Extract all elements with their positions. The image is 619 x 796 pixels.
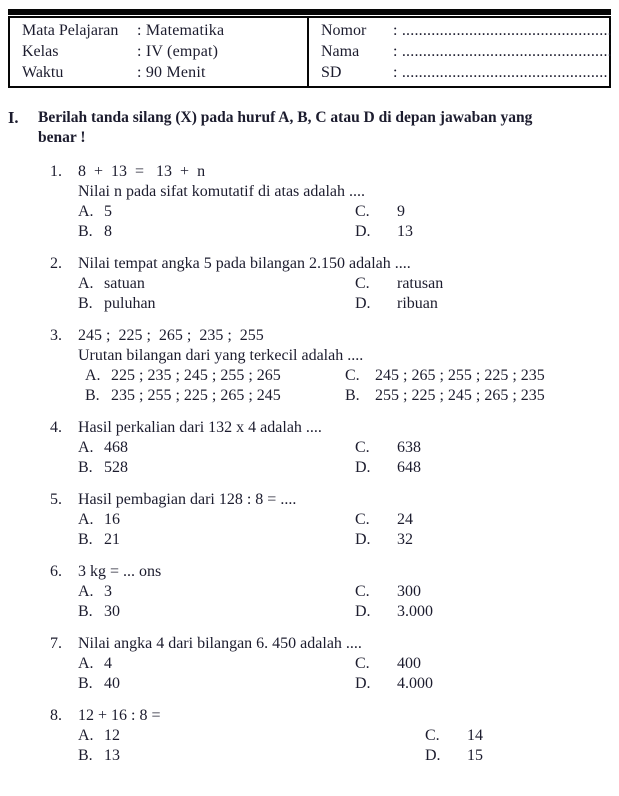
answer-option xyxy=(355,602,433,622)
question-number: 2. xyxy=(50,255,62,272)
answer-option xyxy=(78,274,355,294)
option-text: 235 ; 255 ; 225 ; 265 ; 245 xyxy=(111,387,281,404)
question-number: 6. xyxy=(50,563,62,580)
question-4 xyxy=(0,418,619,478)
answer-option xyxy=(78,582,355,602)
answer-option xyxy=(355,530,413,550)
option-row xyxy=(78,458,619,478)
question-1 xyxy=(0,162,619,242)
option-letter: A. xyxy=(78,275,94,292)
option-text: 4 xyxy=(104,655,112,672)
fill-in-line: : ................................................. xyxy=(393,64,608,81)
option-letter: C. xyxy=(355,275,370,292)
question-text: 245 ; 225 ; 265 ; 235 ; 255 xyxy=(78,327,264,344)
header-row-time xyxy=(22,62,301,83)
option-letter: A. xyxy=(78,203,94,220)
header-label: Kelas xyxy=(22,43,59,60)
option-text: puluhan xyxy=(104,295,156,312)
option-row xyxy=(78,274,619,294)
question-3 xyxy=(0,326,619,406)
answer-option xyxy=(425,726,483,746)
answer-option xyxy=(355,274,443,294)
answer-option xyxy=(78,202,355,222)
option-text: 4.000 xyxy=(397,675,433,692)
option-row xyxy=(78,366,619,386)
option-letter: A. xyxy=(78,511,94,528)
answer-option xyxy=(78,530,355,550)
answer-option xyxy=(78,458,355,478)
option-letter: A. xyxy=(78,439,94,456)
option-letter: B. xyxy=(85,387,100,404)
header-label: Nomor xyxy=(321,22,367,39)
option-row xyxy=(78,386,619,406)
option-text: 9 xyxy=(397,203,405,220)
option-text: 15 xyxy=(467,747,483,764)
option-letter: B. xyxy=(78,223,93,240)
answer-option xyxy=(355,510,413,530)
option-text: 400 xyxy=(397,655,421,672)
option-row xyxy=(78,654,619,674)
answer-option xyxy=(78,654,355,674)
option-letter: D. xyxy=(355,531,371,548)
option-letter: C. xyxy=(355,583,370,600)
header-label: Waktu xyxy=(22,64,64,81)
answer-option xyxy=(345,386,545,406)
option-text: 40 xyxy=(104,675,120,692)
question-text: Nilai n pada sifat komutatif di atas adalah .... xyxy=(78,183,366,200)
question-number: 8. xyxy=(50,707,62,724)
answer-option xyxy=(355,202,405,222)
option-letter: B. xyxy=(345,387,360,404)
option-letter: D. xyxy=(355,675,371,692)
answer-option xyxy=(355,582,421,602)
answer-option xyxy=(355,458,421,478)
option-row xyxy=(78,674,619,694)
option-row xyxy=(78,202,619,222)
option-letter: D. xyxy=(355,603,371,620)
option-letter: B. xyxy=(78,295,93,312)
section-instruction: Berilah tanda silang (X) pada huruf A, B, C atau D di depan jawaban yang benar ! xyxy=(38,109,533,146)
header-label: Nama xyxy=(321,43,360,60)
answer-option xyxy=(78,222,355,242)
option-letter: C. xyxy=(345,367,360,384)
question-5 xyxy=(0,490,619,550)
option-text: 225 ; 235 ; 245 ; 255 ; 265 xyxy=(111,367,281,384)
question-7 xyxy=(0,634,619,694)
option-row xyxy=(78,222,619,242)
option-row xyxy=(78,510,619,530)
option-letter: B. xyxy=(78,603,93,620)
answer-option xyxy=(78,674,355,694)
header-row-class xyxy=(22,41,301,62)
answer-option xyxy=(355,294,438,314)
question-number: 4. xyxy=(50,419,62,436)
option-row xyxy=(78,294,619,314)
option-text: 14 xyxy=(467,727,483,744)
option-letter: C. xyxy=(355,511,370,528)
answer-option xyxy=(78,294,355,314)
answer-option xyxy=(78,602,355,622)
option-letter: D. xyxy=(355,295,371,312)
option-text: ratusan xyxy=(397,275,444,292)
option-text: 8 xyxy=(104,223,112,240)
header-top-rule xyxy=(8,9,611,15)
option-text: 245 ; 265 ; 255 ; 225 ; 235 xyxy=(375,367,545,384)
section-numeral: I. xyxy=(8,108,19,127)
header-label: SD xyxy=(321,64,342,81)
option-letter: B. xyxy=(78,531,93,548)
option-row xyxy=(78,438,619,458)
option-text: ribuan xyxy=(397,295,438,312)
option-text: 13 xyxy=(104,747,120,764)
option-row xyxy=(78,602,619,622)
question-text: 12 + 16 : 8 = xyxy=(78,707,161,724)
option-row xyxy=(78,726,619,746)
option-letter: C. xyxy=(355,655,370,672)
answer-option xyxy=(345,366,545,386)
option-text: 528 xyxy=(104,459,128,476)
question-2 xyxy=(0,254,619,314)
option-letter: C. xyxy=(425,727,440,744)
option-text: 648 xyxy=(397,459,421,476)
question-number: 5. xyxy=(50,491,62,508)
option-text: 638 xyxy=(397,439,421,456)
option-text: 32 xyxy=(397,531,413,548)
option-letter: B. xyxy=(78,675,93,692)
header-label: Mata Pelajaran xyxy=(22,22,119,39)
header-value: : 90 Menit xyxy=(137,64,206,81)
option-text: satuan xyxy=(104,275,145,292)
option-letter: B. xyxy=(78,459,93,476)
header-value: : Matematika xyxy=(137,22,225,39)
question-number: 1. xyxy=(50,163,62,180)
answer-option xyxy=(355,674,433,694)
option-text: 24 xyxy=(397,511,413,528)
question-8 xyxy=(0,706,619,766)
option-letter: A. xyxy=(78,655,94,672)
answer-option xyxy=(78,510,355,530)
option-text: 30 xyxy=(104,603,120,620)
answer-option xyxy=(355,654,421,674)
option-text: 3.000 xyxy=(397,603,433,620)
option-text: 5 xyxy=(104,203,112,220)
answer-option xyxy=(78,726,425,746)
option-letter: C. xyxy=(355,203,370,220)
answer-option xyxy=(78,386,345,406)
fill-in-line: : .................................................. xyxy=(393,22,612,39)
answer-option xyxy=(425,746,483,766)
option-letter: B. xyxy=(78,747,93,764)
option-text: 13 xyxy=(397,223,413,240)
answer-option xyxy=(355,222,413,242)
question-text: 3 kg = ... ons xyxy=(78,563,162,580)
answer-option xyxy=(78,366,345,386)
answer-option xyxy=(78,746,425,766)
option-letter: D. xyxy=(425,747,441,764)
option-text: 12 xyxy=(104,727,120,744)
option-text: 255 ; 225 ; 245 ; 265 ; 235 xyxy=(375,387,545,404)
option-letter: A. xyxy=(78,583,94,600)
option-text: 300 xyxy=(397,583,421,600)
question-number: 3. xyxy=(50,327,62,344)
question-number: 7. xyxy=(50,635,62,652)
header-row-subject xyxy=(22,20,301,41)
answer-option xyxy=(78,438,355,458)
exam-info-cell xyxy=(10,18,307,86)
option-text: 468 xyxy=(104,439,128,456)
header-value: : IV (empat) xyxy=(137,43,219,60)
option-letter: A. xyxy=(85,367,101,384)
question-text: Nilai angka 4 dari bilangan 6. 450 adalah .... xyxy=(78,635,362,652)
question-text: 8 + 13 = 13 + n xyxy=(78,163,206,180)
student-info-cell xyxy=(307,18,618,86)
answer-option xyxy=(355,438,421,458)
exam-header-table xyxy=(8,16,611,88)
question-text: Nilai tempat angka 5 pada bilangan 2.150 adalah .... xyxy=(78,255,411,272)
question-text: Urutan bilangan dari yang terkecil adalah .... xyxy=(78,347,364,364)
question-text: Hasil perkalian dari 132 x 4 adalah .... xyxy=(78,419,322,436)
header-row-name xyxy=(321,41,612,62)
question-6 xyxy=(0,562,619,622)
option-letter: D. xyxy=(355,459,371,476)
option-text: 3 xyxy=(104,583,112,600)
option-text: 21 xyxy=(104,531,120,548)
section-heading xyxy=(8,108,611,148)
option-row xyxy=(78,530,619,550)
header-row-number xyxy=(321,20,612,41)
option-letter: C. xyxy=(355,439,370,456)
option-letter: A. xyxy=(78,727,94,744)
header-row-school xyxy=(321,62,612,83)
question-list xyxy=(0,162,619,766)
fill-in-line: : .................................................. xyxy=(393,43,612,60)
option-row xyxy=(78,582,619,602)
question-text: Hasil pembagian dari 128 : 8 = .... xyxy=(78,491,297,508)
option-row xyxy=(78,746,619,766)
option-text: 16 xyxy=(104,511,120,528)
option-letter: D. xyxy=(355,223,371,240)
